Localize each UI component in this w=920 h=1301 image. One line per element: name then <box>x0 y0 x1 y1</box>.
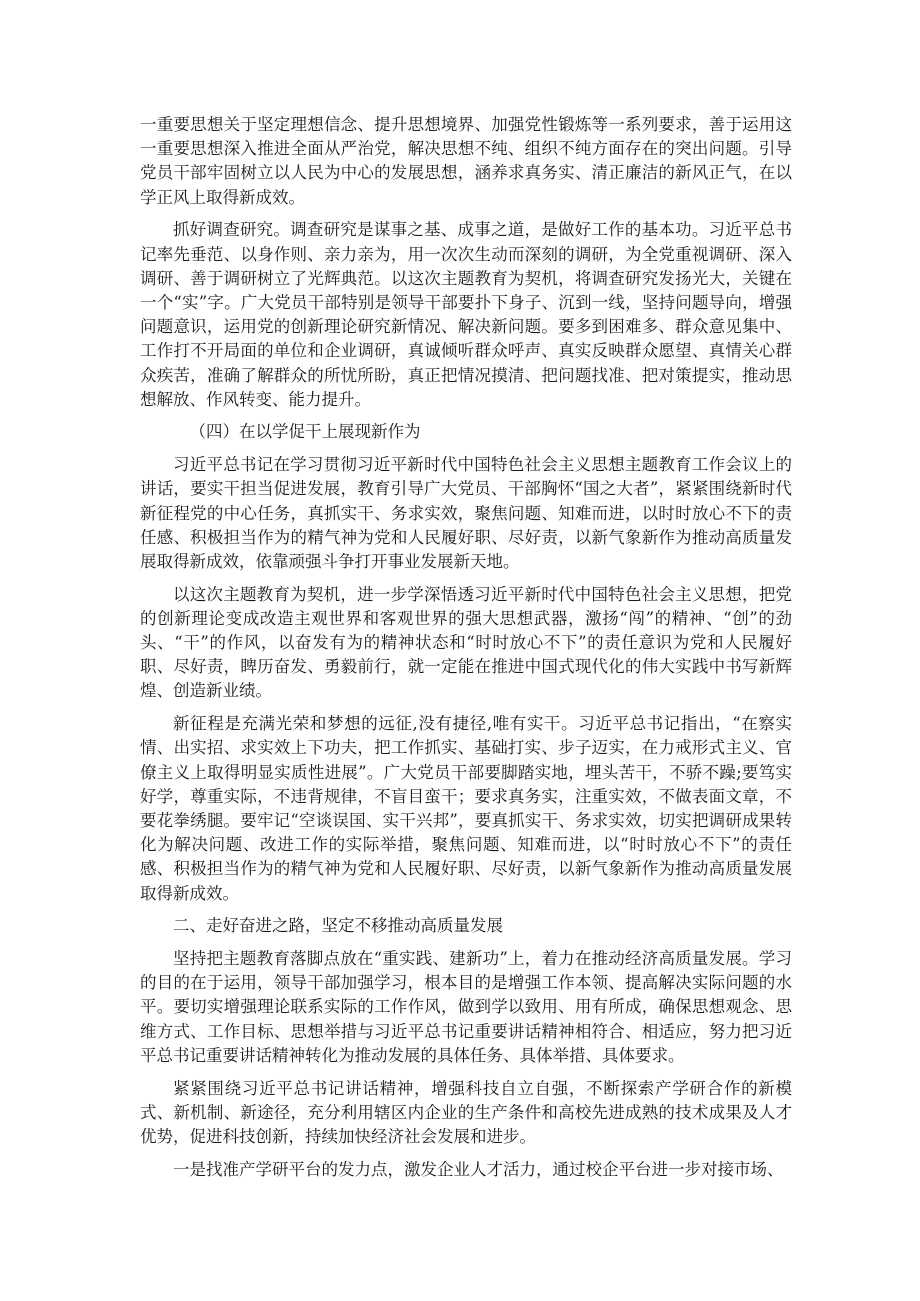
subheading-section-four: （四）在以学促干上展现新作为 <box>189 422 421 442</box>
paragraph-opportunity: 以这次主题教育为契机，进一步学深悟透习近平新时代中国特色社会主义思想，把党的创新理论变成改造主观世界和客观世界的强大思想武器，激扬“闯”的精神、“创”的劲头、“干”的作风，以奋发有为的精神状态和“时时放心不下”的责任意识为党和人民履好职、尽好责，睥历奋发、勇毅前行，就一定能在推进中国式现代化的伟大实践中书写新辉煌、创造新业绩。 <box>140 584 792 701</box>
paragraph-technology: 紧紧围绕习近平总书记讲话精神，增强科技自立自强，不断探索产学研合作的新模式、新机制、新途径，充分利用辖区内企业的生产条件和高校先进成熟的技术成果及人才优势，促进科技创新，持续加快经济社会发展和进步。 <box>140 1078 792 1146</box>
document-page <box>140 113 792 1190</box>
heading-section-two: 二、走好奋进之路，坚定不移推动高质量发展 <box>173 916 503 936</box>
paragraph-practice: 坚持把主题教育落脚点放在“重实践、建新功”上，着力在推动经济高质量发展。学习的目的在于运用，领导干部加强学习，根本目的是增强工作本领、提高解决实际问题的水平。要切实增强理论联系实际的工作作风，做到学以致用、用有所成，确保思想观念、思维方式、工作目标、思想举措与习近平总书记重要讲话精神相符合、相适应，努力把习近平总书记重要讲话精神转化为推动发展的具体任务、具体举措、具体要求。 <box>140 949 792 1065</box>
paragraph-speech: 习近平总书记在学习贯彻习近平新时代中国特色社会主义思想主题教育工作会议上的讲话，要实干担当促进发展，教育引导广大党员、干部胸怀“国之大者”，紧紧围绕新时代新征程党的中心任务，真抓实干、务求实效，聚焦问题、知难而进，以时时放心不下的责任感、积极担当作为的精气神为党和人民履好职、尽好责，以新气象新作为推动高质量发展取得新成效，依靠顽强斗争打开事业发展新天地。 <box>140 455 792 571</box>
paragraph-platform: 一是找准产学研平台的发力点，激发企业人才活力，通过校企平台进一步对接市场、 <box>173 1159 784 1179</box>
paragraph-continuation: 一重要思想关于坚定理想信念、提升思想境界、加强党性锻炼等一系列要求，善于运用这一重要思想深入推进全面从严治党，解决思想不纯、组织不纯方面存在的突出问题。引导党员干部牢固树立以人民为中心的发展思想，涵养求真务实、清正廉洁的新风正气，在以学正风上取得新成效。 <box>140 115 792 207</box>
paragraph-investigation: 抓好调查研究。调查研究是谋事之基、成事之道，是做好工作的基本功。习近平总书记率先垂范、以身作则、亲力亲为，用一次次生动而深刻的调研，为全党重视调研、深入调研、善于调研树立了光辉典范。以这次主题教育为契机，将调查研究发扬光大，关键在一个“实”字。广大党员干部特别是领导干部要扑下身子、沉到一线，坚持问题导向，增强问题意识，运用党的创新理论研究新情况、解决新问题。要多到困难多、群众意见集中、工作打不开局面的单位和企业调研，真诚倾听群众呼声、真实反映群众愿望、真情关心群众疾苦，准确了解群众的所忧所盼，真正把情况摸清、把问题找准、把对策提实，推动思想解放、作风转变、能力提升。 <box>140 220 792 409</box>
paragraph-new-journey: 新征程是充满光荣和梦想的远征,没有捷径,唯有实干。习近平总书记指出，“在察实情、出实招、求实效上下功夫，把工作抓实、基础打实、步子迈实，在力戒形式主义、官僚主义上取得明显实质性进展”。广大党员干部要脚踏实地，埋头苦干，不骄不躁;要笃实好学，尊重实际，不违背规律，不盲目蛮干；要求真务实，注重实效，不做表面文章，不要花拳绣腿。要牢记“空谈误国、实干兴邦”，要真抓实干、务求实效，切实把调研成果转化为解决问题、改进工作的实际举措，聚焦问题、知难而进，以“时时放心不下”的责任感、积极担当作为的精气神为党和人民履好职、尽好责，以新气象新作为推动高质量发展取得新成效。 <box>140 714 792 903</box>
